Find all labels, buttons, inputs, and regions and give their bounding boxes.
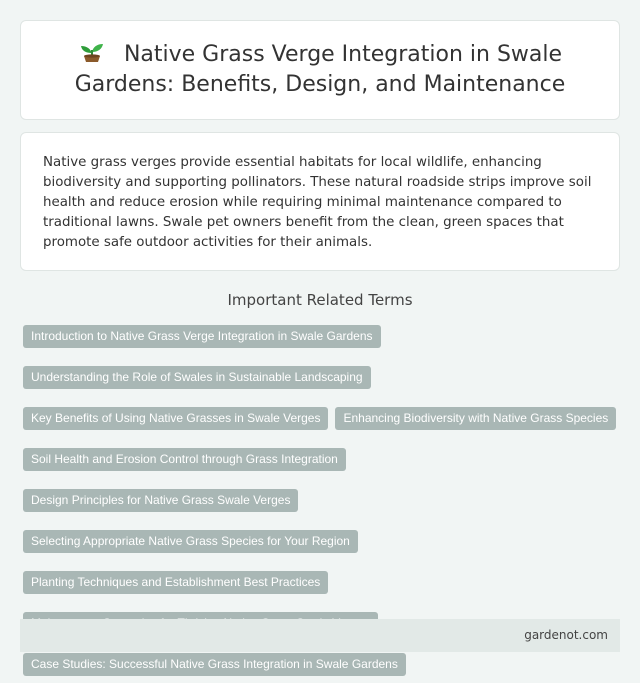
term-tag[interactable]: Design Principles for Native Grass Swale Verges <box>23 489 298 512</box>
term-tag[interactable]: Understanding the Role of Swales in Sustainable Landscaping <box>23 366 371 389</box>
term-tag[interactable]: Introduction to Native Grass Verge Integration in Swale Gardens <box>23 325 381 348</box>
term-tag[interactable]: Planting Techniques and Establishment Best Practices <box>23 571 328 594</box>
term-tag[interactable]: Key Benefits of Using Native Grasses in Swale Verges <box>23 407 328 430</box>
term-tag[interactable]: Selecting Appropriate Native Grass Species for Your Region <box>23 530 358 553</box>
term-tag[interactable]: Soil Health and Erosion Control through Grass Integration <box>23 448 346 471</box>
term-tag[interactable]: Enhancing Biodiversity with Native Grass Species <box>335 407 616 430</box>
summary-card <box>20 132 620 271</box>
title-card <box>20 20 620 120</box>
page-title <box>57 40 583 100</box>
footer-site-link[interactable]: gardenot.com <box>524 628 608 642</box>
term-tag[interactable]: Case Studies: Successful Native Grass Integration in Swale Gardens <box>23 653 406 676</box>
page-title-text: Native Grass Verge Integration in Swale Gardens: Benefits, Design, and Maintenance <box>74 42 566 97</box>
summary-text: Native grass verges provide essential habitats for local wildlife, enhancing biodiversity and supporting pollinators. These natural roadside strips improve soil health and reduce erosion while requiring minimal maintenance compared to traditional lawns. Swale pet owners benefit from the clean, green spaces that promote safe outdoor activities for their animals. <box>43 155 592 250</box>
footer <box>20 619 620 652</box>
terms-heading: Important Related Terms <box>227 291 413 309</box>
sprout-icon <box>78 41 106 63</box>
